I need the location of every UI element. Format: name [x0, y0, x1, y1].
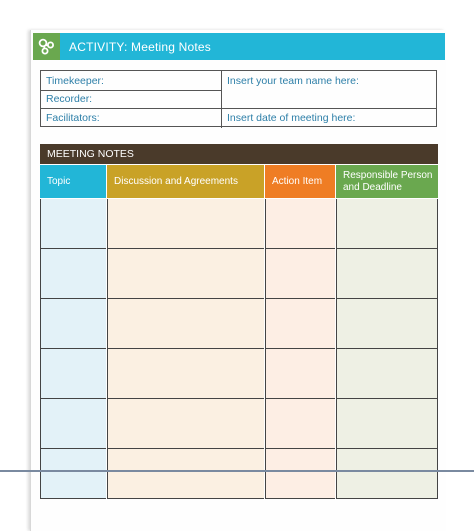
timekeeper-field[interactable] — [41, 71, 221, 90]
table-cell[interactable] — [336, 199, 438, 249]
table-cell[interactable] — [107, 249, 264, 299]
page-title: ACTIVITY: Meeting Notes — [69, 39, 211, 54]
column-1 — [107, 199, 264, 499]
table-cell[interactable] — [107, 399, 264, 449]
table-cell[interactable] — [265, 249, 335, 299]
table-cell[interactable] — [40, 299, 106, 349]
column-header-1 — [107, 165, 264, 198]
table-cell[interactable] — [265, 449, 335, 499]
facilitators-label: Facilitators: — [46, 112, 100, 124]
table-cell[interactable] — [40, 399, 106, 449]
column-header-label: Responsible Person and Deadline — [343, 169, 433, 193]
meeting-date-label: Insert date of meeting here: — [227, 112, 356, 124]
table-cell[interactable] — [336, 399, 438, 449]
column-header-2 — [265, 165, 335, 198]
table-cell[interactable] — [336, 249, 438, 299]
table-cell[interactable] — [107, 299, 264, 349]
table-cell[interactable] — [40, 199, 106, 249]
team-name-label: Insert your team name here: — [227, 74, 359, 87]
meeting-date-field[interactable] — [222, 109, 436, 127]
table-cell[interactable] — [265, 299, 335, 349]
section-title: MEETING NOTES — [47, 148, 134, 160]
recorder-field[interactable] — [41, 90, 221, 108]
timekeeper-label: Timekeeper: — [46, 74, 104, 87]
bottom-divider — [0, 470, 474, 472]
table-cell[interactable] — [336, 449, 438, 499]
meeting-notes-table — [40, 165, 438, 501]
table-cell[interactable] — [336, 299, 438, 349]
table-cell[interactable] — [40, 249, 106, 299]
table-cell[interactable] — [336, 349, 438, 399]
table-cell[interactable] — [40, 349, 106, 399]
activity-header — [33, 33, 445, 60]
meeting-notes-heading — [40, 144, 438, 164]
column-header-0 — [40, 165, 106, 198]
document-page — [30, 30, 445, 531]
molecule-icon — [37, 37, 56, 56]
team-name-field[interactable] — [222, 71, 436, 90]
column-0 — [40, 199, 106, 499]
column-header-label: Topic — [47, 175, 71, 187]
table-cell[interactable] — [265, 349, 335, 399]
logo-badge — [33, 33, 60, 60]
facilitators-field[interactable] — [41, 109, 221, 127]
table-cell[interactable] — [40, 449, 106, 499]
table-cell[interactable] — [107, 199, 264, 249]
column-2 — [265, 199, 335, 499]
column-3 — [336, 199, 438, 499]
meeting-info-table — [40, 70, 437, 127]
table-cell[interactable] — [265, 399, 335, 449]
recorder-label: Recorder: — [46, 93, 93, 105]
table-cell[interactable] — [107, 349, 264, 399]
table-cell[interactable] — [265, 199, 335, 249]
column-header-label: Discussion and Agreements — [114, 175, 238, 187]
table-cell[interactable] — [107, 449, 264, 499]
column-header-3 — [336, 165, 438, 198]
column-header-label: Action Item — [272, 175, 323, 187]
